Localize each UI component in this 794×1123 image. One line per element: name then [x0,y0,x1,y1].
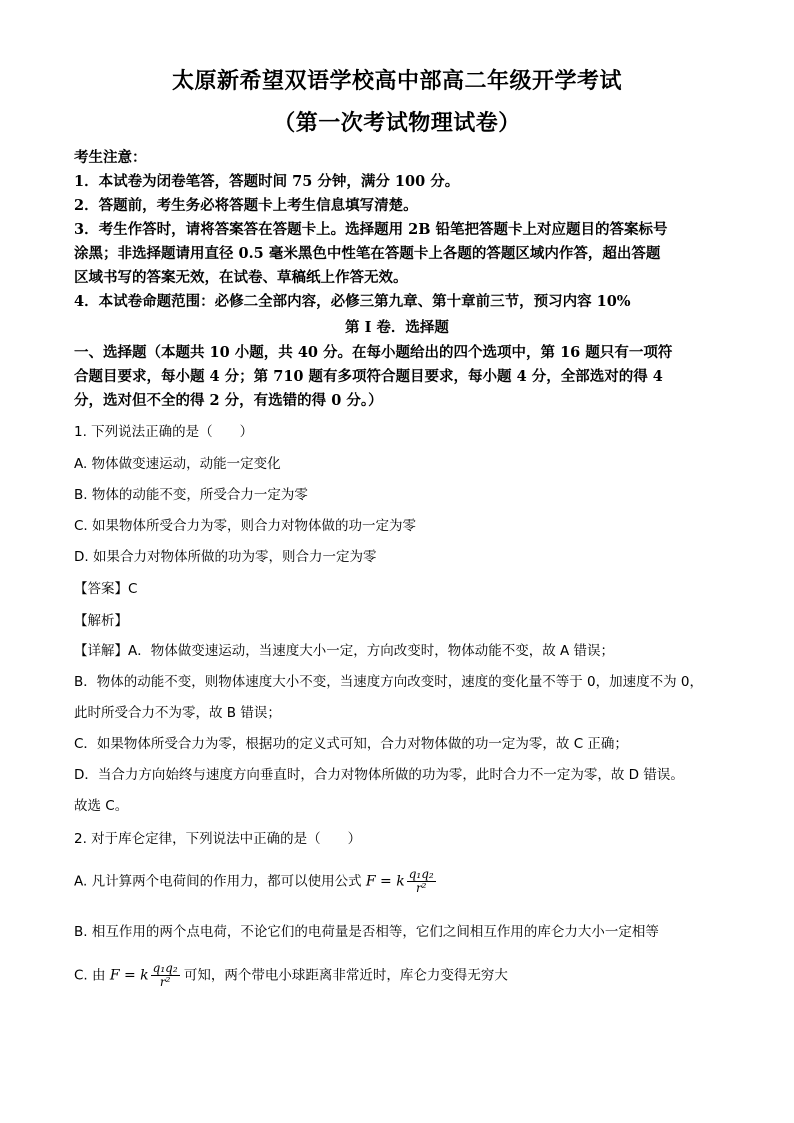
formula-denominator: r² [415,881,427,895]
notice-item: 2．答题前，考生务必将答题卡上考生信息填写清楚。 [74,197,418,214]
analysis-label: 【解析】 [74,613,128,629]
notice-item: 区域书写的答案无效，在试卷、草稿纸上作答无效。 [74,269,408,286]
notice-heading: 考生注意： [74,149,147,166]
formula-numerator: q₁q₂ [152,961,178,975]
option-d: D. 如果合力对物体所做的功为零，则合力一定为零 [74,549,377,565]
formula-denominator: r² [159,975,171,989]
exam-title: 太原新希望双语学校高中部高二年级开学考试 [171,68,622,94]
coulomb-formula [366,868,436,895]
formula-fraction [407,868,436,895]
explanation-line: 【详解】A．物体做变速运动，当速度大小一定，方向改变时，物体动能不变，故 A 错误； [74,643,615,659]
notice-item: 3．考生作答时，请将答案答在答题卡上。选择题用 2B 铅笔把答题卡上对应题目的答案标号 [74,221,668,238]
explanation-line: B．物体的动能不变，则物体速度大小不变，当速度方向改变时，速度的变化量不等于 0，加速度不为 0， [74,674,704,690]
coulomb-formula [110,962,180,989]
explanation-line: C．如果物体所受合力为零，根据功的定义式可知，合力对物体做的功一定为零，故 C 正确； [74,736,628,752]
section-instructions: 一、选择题（本题共 10 小题，共 40 分。在每小题给出的四个选项中，第 16 题只有一项符 [74,344,673,361]
section-title: 第 I 卷．选择题 [345,319,449,336]
explanation-line: 故选 C。 [74,798,129,814]
question-stem: 2. 对于库仑定律，下列说法中正确的是（ ） [74,831,362,847]
option-c-suffix: 可知，两个带电小球距离非常近时，库仑力变得无穷大 [183,967,508,984]
notice-item: 1．本试卷为闭卷笔答，答题时间 75 分钟，满分 100 分。 [74,173,460,190]
section-instructions: 分，选对但不全的得 2 分，有选错的得 0 分。） [74,392,383,409]
option-a: A. 物体做变速运动，动能一定变化 [74,456,281,472]
option-c [74,962,724,989]
option-b: B. 物体的动能不变，所受合力一定为零 [74,487,308,503]
option-a-text: A. 凡计算两个电荷间的作用力，都可以使用公式 [74,873,362,890]
explanation-line: D．当合力方向始终与速度方向垂直时，合力对物体所做的功为零，此时合力不一定为零，故 D 错误。 [74,767,684,783]
formula-lhs: F = k [365,873,405,890]
option-c: C. 如果物体所受合力为零，则合力对物体做的功一定为零 [74,518,417,534]
section-instructions: 合题目要求，每小题 4 分；第 710 题有多项符合题目要求，每小题 4 分，全部选对的得 4 [74,368,663,385]
option-c-prefix: C. 由 [74,967,106,984]
question-stem: 1. 下列说法正确的是（ ） [74,424,254,440]
option-a [74,868,724,895]
formula-numerator: q₁q₂ [408,867,434,881]
option-b: B. 相互作用的两个点电荷，不论它们的电荷量是否相等，它们之间相互作用的库仑力大小一定相等 [74,924,659,940]
notice-item: 4．本试卷命题范围：必修二全部内容，必修三第九章、第十章前三节，预习内容 10% [74,293,631,310]
answer-label: 【答案】C [74,581,138,597]
notice-item: 涂黑；非选择题请用直径 0.5 毫米黑色中性笔在答题卡上各题的答题区域内作答，超出答题 [74,245,661,262]
formula-fraction [151,962,180,989]
formula-lhs: F = k [109,967,149,984]
exam-subtitle: （第一次考试物理试卷） [273,110,521,136]
explanation-line: 此时所受合力不为零，故 B 错误； [74,705,281,721]
